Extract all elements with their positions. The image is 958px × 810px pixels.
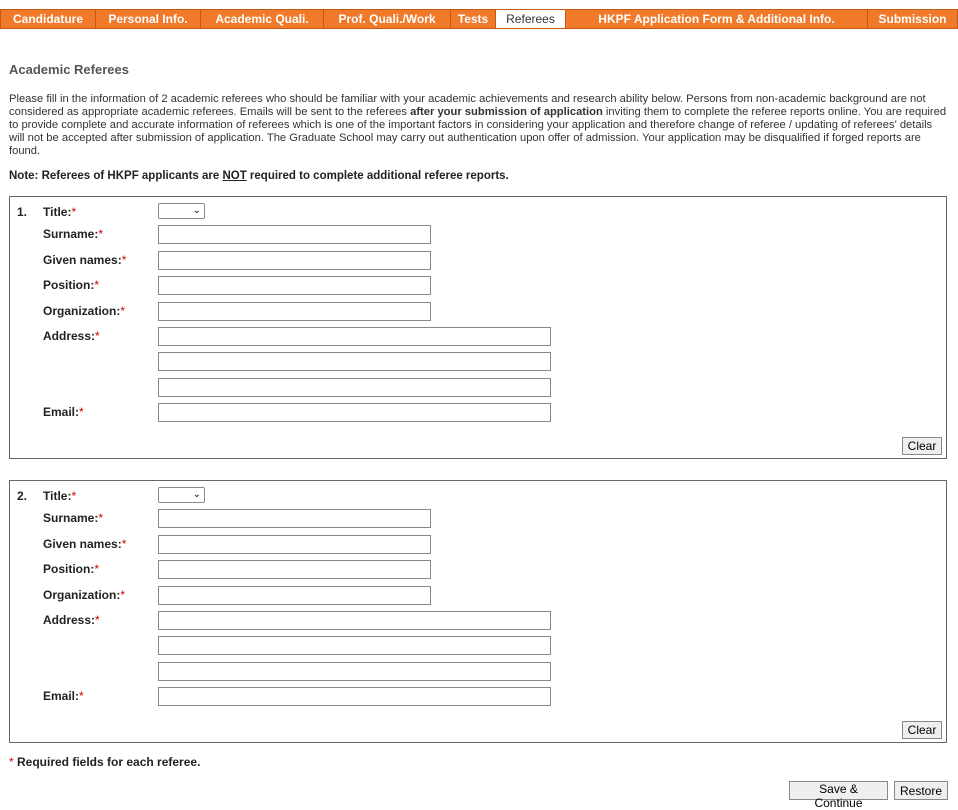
tab-hkpf-application[interactable]: HKPF Application Form & Additional Info. (566, 9, 868, 29)
address-line2-row (43, 352, 923, 372)
page-title: Academic Referees (9, 62, 129, 77)
referee-1-box (9, 196, 947, 459)
intro-bold: after your submission of application (410, 106, 603, 118)
address-label: Address:* (43, 613, 100, 627)
clear-button[interactable]: Clear (902, 437, 942, 455)
given-names-label: Given names:* (43, 537, 127, 551)
required-mark: * (9, 755, 14, 769)
surname-input[interactable] (158, 225, 431, 244)
position-row (43, 560, 923, 580)
email-input[interactable] (158, 403, 551, 422)
title-row (43, 203, 923, 223)
organization-label: Organization:* (43, 304, 126, 318)
tab-personal-info[interactable]: Personal Info. (96, 9, 201, 29)
organization-input[interactable] (158, 586, 431, 605)
organization-input[interactable] (158, 302, 431, 321)
referee-number: 1. (17, 205, 28, 219)
tab-academic-quali[interactable]: Academic Quali. (201, 9, 324, 29)
position-label: Position:* (43, 278, 99, 292)
organization-label: Organization:* (43, 588, 126, 602)
address-line2-input[interactable] (158, 636, 551, 655)
address-line1-input[interactable] (158, 611, 551, 630)
top-nav-tabs (0, 9, 958, 29)
tab-referees[interactable]: Referees (496, 9, 566, 29)
required-fields-note (9, 755, 200, 769)
email-label: Email:* (43, 405, 84, 419)
surname-input[interactable] (158, 509, 431, 528)
note-suffix: required to complete additional referee reports. (246, 170, 509, 182)
title-row (43, 487, 923, 507)
address-label: Address:* (43, 329, 100, 343)
position-row (43, 276, 923, 296)
tab-candidature[interactable]: Candidature (0, 9, 96, 29)
address-line2-input[interactable] (158, 352, 551, 371)
save-continue-button[interactable]: Save & Continue (789, 781, 888, 800)
address-line3-input[interactable] (158, 662, 551, 681)
surname-row (43, 225, 923, 245)
address-line1-input[interactable] (158, 327, 551, 346)
tab-submission[interactable]: Submission (868, 9, 958, 29)
address-row (43, 611, 923, 631)
given-names-input[interactable] (158, 535, 431, 554)
given-names-row (43, 251, 923, 271)
organization-row (43, 302, 923, 322)
hkpf-note (9, 170, 509, 182)
title-select[interactable] (158, 203, 205, 219)
note-emphasis: NOT (222, 170, 247, 182)
intro-part1: Please fill in the information of 2 academic referees who should be familiar with your academic achievements and research ability below. Persons from non-academic background are not considered as appropriate academic referees. Emails will be sent to the referees (9, 93, 926, 118)
title-select[interactable] (158, 487, 205, 503)
note-prefix: Note: Referees of HKPF applicants are (9, 170, 223, 182)
address-line3-row (43, 378, 923, 398)
address-row (43, 327, 923, 347)
email-label: Email:* (43, 689, 84, 703)
email-row (43, 687, 923, 707)
referee-2-box (9, 480, 947, 743)
chevron-down-icon: ⌄ (192, 205, 201, 216)
email-input[interactable] (158, 687, 551, 706)
given-names-input[interactable] (158, 251, 431, 270)
clear-button[interactable]: Clear (902, 721, 942, 739)
surname-label: Surname:* (43, 511, 104, 525)
chevron-down-icon: ⌄ (192, 489, 201, 500)
organization-row (43, 586, 923, 606)
given-names-row (43, 535, 923, 555)
address-line3-input[interactable] (158, 378, 551, 397)
tab-prof-quali-work[interactable]: Prof. Quali./Work (324, 9, 451, 29)
required-note-text: Required fields for each referee. (13, 755, 201, 769)
position-input[interactable] (158, 276, 431, 295)
position-label: Position:* (43, 562, 99, 576)
title-label: Title:* (43, 489, 77, 503)
restore-button[interactable]: Restore (894, 781, 948, 800)
given-names-label: Given names:* (43, 253, 127, 267)
referee-number: 2. (17, 489, 28, 503)
intro-text (9, 93, 949, 158)
email-row (43, 403, 923, 423)
title-label: Title:* (43, 205, 77, 219)
tab-tests[interactable]: Tests (451, 9, 496, 29)
intro-part2: inviting them to complete the referee reports online. You are required to provide complete and accurate information of referees which is one of the important factors in considering your application and therefore change of referee / updating of referees' details will not be accepted after submission of application. The Graduate School may carry out authentication upon offer of admission. Your application may be disqualified if forged reports are found. (9, 106, 947, 157)
surname-row (43, 509, 923, 529)
address-line2-row (43, 636, 923, 656)
surname-label: Surname:* (43, 227, 104, 241)
address-line3-row (43, 662, 923, 682)
position-input[interactable] (158, 560, 431, 579)
